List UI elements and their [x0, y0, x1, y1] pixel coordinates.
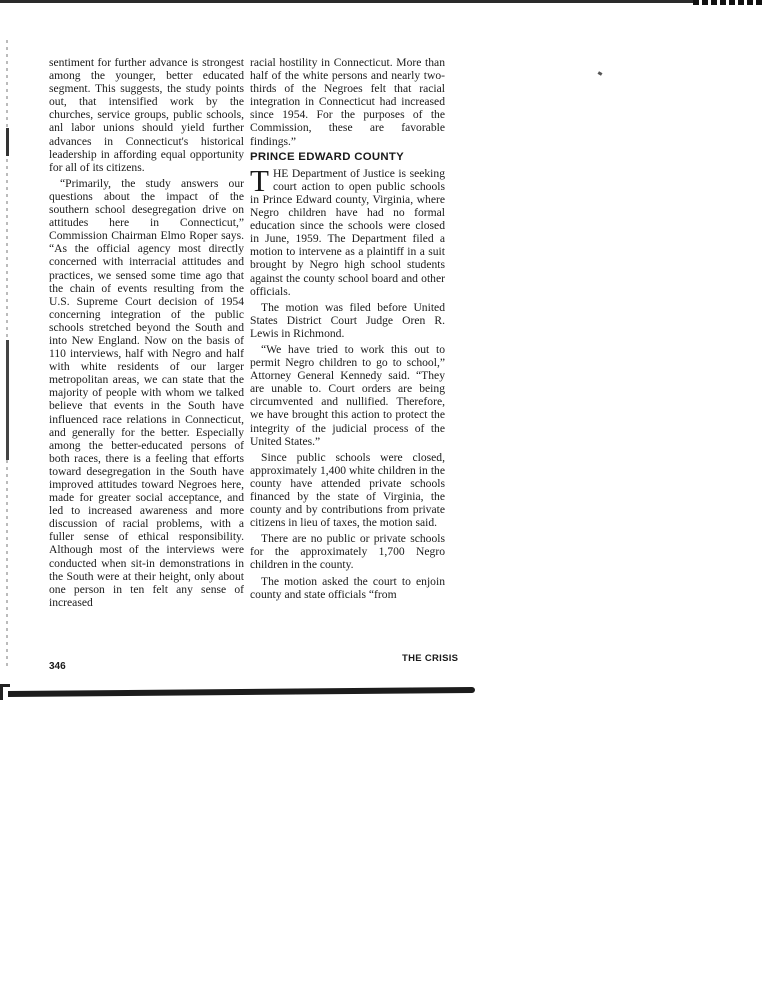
- drop-cap: T: [250, 162, 269, 198]
- lead-paragraph-text: HE Department of Justice is seeking court action to open public schools in Prince Edward county, Virginia, where Negro children have had no formal education since the schools were closed in June, 1959. The Department filed a motion to intervene as a plaintiff in a suit brought by Negro high school students against the county school board and other officials.: [250, 166, 445, 298]
- body-paragraph: sentiment for further advance is strongest among the younger, better educated segment. This suggests, the study points out, that intensified work by the churches, service groups, public schools, anl labor unions should yield further advances in Connecticut's historical leadership in affording equal opportunity for all of its citizens.: [49, 56, 244, 174]
- top-rule: [0, 0, 763, 5]
- page-number: 346: [49, 661, 66, 672]
- body-paragraph: Since public schools were closed, approximately 1,400 white children in the county have attended private schools financed by the state of Virginia, the county and by contributions from private citizens in lieu of taxes, the motion said.: [250, 450, 445, 530]
- bottom-corner-mark: [0, 684, 10, 700]
- body-paragraph: There are no public or private schools for the approximately 1,700 Negro children in the county.: [250, 532, 445, 572]
- bottom-rule: [8, 687, 475, 697]
- running-head: THE CRISIS: [402, 653, 459, 664]
- section-heading: PRINCE EDWARD COUNTY: [250, 150, 405, 163]
- top-edge-marks: [693, 0, 763, 5]
- right-column: [250, 56, 445, 601]
- scan-mark: [6, 128, 9, 156]
- scan-mark: [6, 340, 9, 460]
- left-column: [49, 56, 244, 609]
- body-paragraph: The motion asked the court to enjoin county and state officials “from: [250, 574, 445, 601]
- scan-speck: [598, 71, 603, 76]
- body-paragraph: The motion was filed before United States District Court Judge Oren R. Lewis in Richmond.: [250, 300, 445, 340]
- body-paragraph-continuation: racial hostility in Connecticut. More than half of the white persons and nearly two-thirds of the Negroes felt that racial integration in Connecticut had increased since 1954. For the purposes of the Commission, these are favorable findings.”: [250, 56, 445, 148]
- lead-paragraph: [250, 162, 445, 298]
- body-paragraph: “Primarily, the study answers our questions about the impact of the southern school desegregation drive on attitudes here in Connecticut,” Commission Chairman Elmo Roper says. “As the official agency most directly concerned with interracial attitudes and practices, we sensed some time ago that the chain of events resulting from the U.S. Supreme Court decision of 1954 concerning integration of the public schools stretched beyond the South and into New England. Now on the basis of 110 interviews, half with Negro and half with white residents of our larger metropolitan areas, we can state that the majority of people with whom we talked believe that events in the South have influenced race relations in Connecticut, and generally for the better. Especially among the better-educated persons of both races, there is a feeling that efforts toward desegregation in the South have improved attitudes toward Negroes here, made for greater social acceptance, and led to increased awareness and more discussion of racial problems, with a fuller sense of ethical responsibility. Although most of the interviews were conducted when sit-in demonstrations in the South were at their height, only about one person in ten felt any sense of increased: [49, 176, 244, 609]
- body-paragraph: “We have tried to work this out to permit Negro children to go to school,” Attorney General Kennedy said. “They are unable to. Court orders are being circumvented and nullified. Therefore, we have brought this action to protect the integrity of the judicial process of the United States.”: [250, 342, 445, 448]
